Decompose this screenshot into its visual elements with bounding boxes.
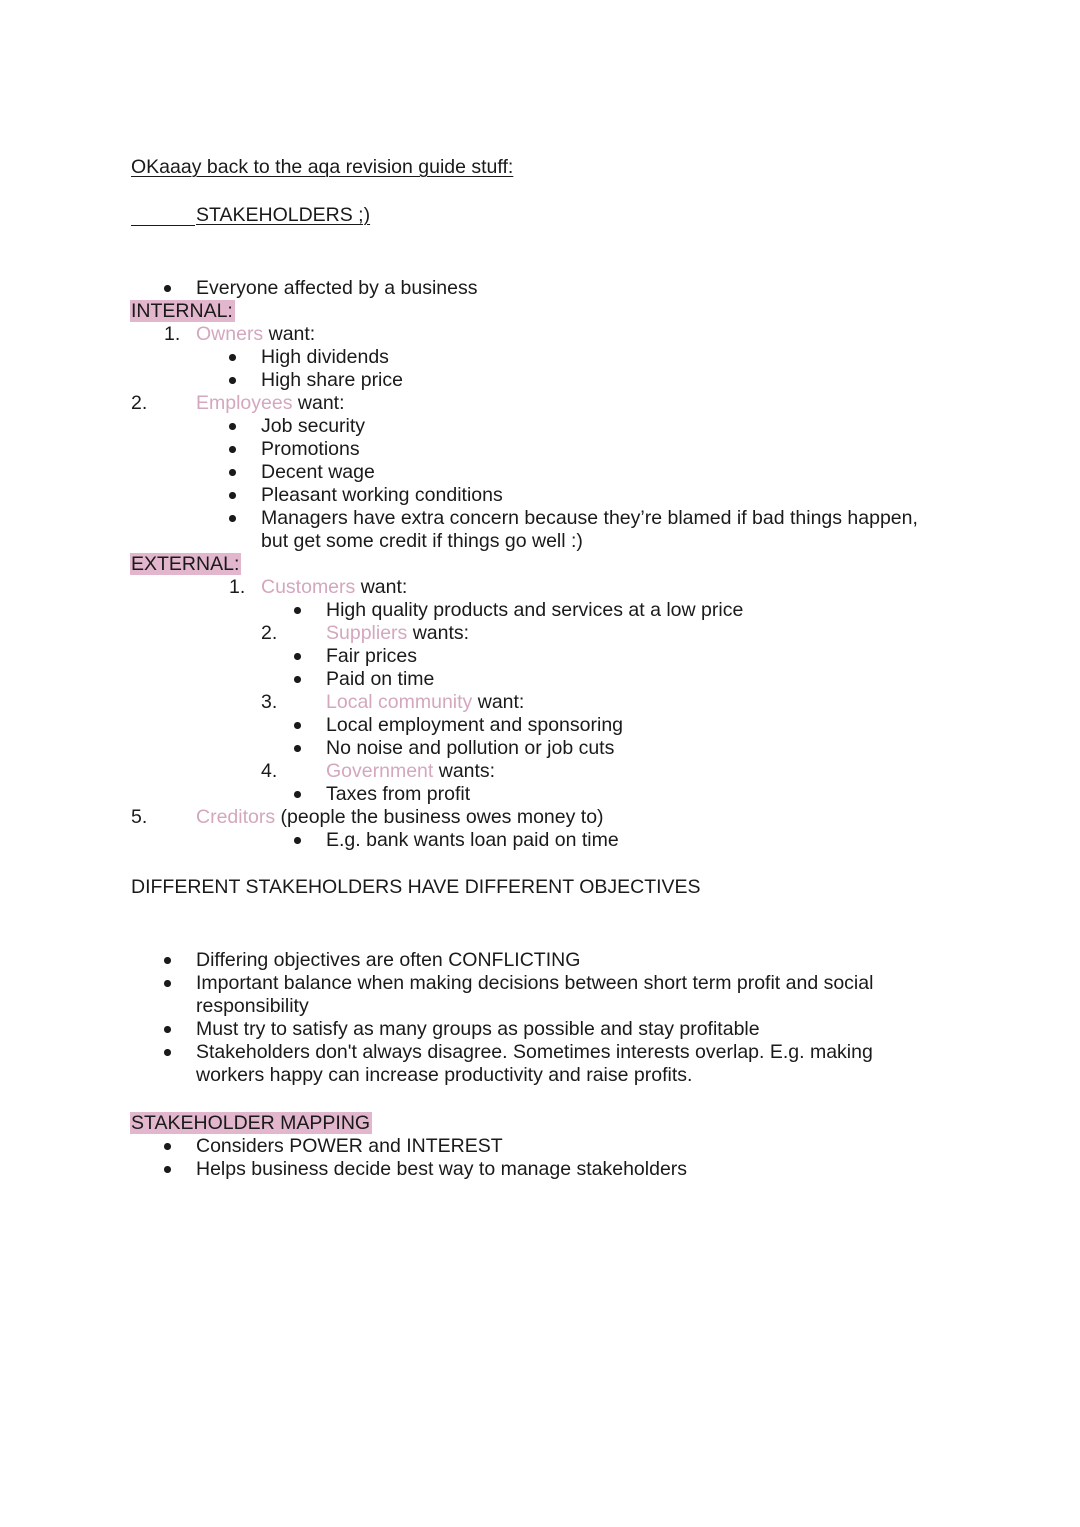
mapping-heading xyxy=(131,1112,372,1135)
suppliers-line xyxy=(326,622,469,645)
bullet xyxy=(229,446,236,453)
customers-verb: want: xyxy=(355,576,408,598)
community-item: No noise and pollution or job cuts xyxy=(326,737,615,759)
objective-point-continued: workers happy can increase productivity and raise profits. xyxy=(196,1064,693,1086)
list-number: 1. xyxy=(164,323,181,345)
objective-point: Stakeholders don't always disagree. Sometimes interests overlap. E.g. making xyxy=(196,1041,873,1063)
bullet xyxy=(164,285,171,292)
suppliers-item: Fair prices xyxy=(326,645,418,667)
suppliers-item: Paid on time xyxy=(326,668,435,690)
bullet xyxy=(294,653,301,660)
bullet xyxy=(164,1166,171,1173)
employees-line xyxy=(196,392,345,415)
community-verb: want: xyxy=(472,691,525,713)
customers-name: Customers xyxy=(261,576,356,598)
bullet xyxy=(294,607,301,614)
government-verb: wants: xyxy=(433,760,496,782)
objective-point: Must try to satisfy as many groups as possible and stay profitable xyxy=(196,1018,760,1040)
creditors-item: E.g. bank wants loan paid on time xyxy=(326,829,619,851)
bullet xyxy=(229,377,236,384)
government-name: Government xyxy=(326,760,434,782)
objective-point-continued: responsibility xyxy=(196,995,309,1017)
employees-item: Job security xyxy=(261,415,366,437)
bullet xyxy=(229,423,236,430)
objective-point: Differing objectives are often CONFLICTING xyxy=(196,949,581,971)
mapping-point: Considers POWER and INTEREST xyxy=(196,1135,503,1157)
external-heading xyxy=(131,553,241,576)
bullet xyxy=(229,354,236,361)
owners-verb: want: xyxy=(263,323,316,345)
list-number: 3. xyxy=(261,691,278,713)
owners-line xyxy=(196,323,315,346)
bullet xyxy=(164,957,171,964)
creditors-verb: (people the business owes money to) xyxy=(275,806,604,828)
objective-point: Important balance when making decisions between short term profit and social xyxy=(196,972,874,994)
employees-name: Employees xyxy=(196,392,293,414)
list-number: 1. xyxy=(229,576,246,598)
customers-item: High quality products and services at a low price xyxy=(326,599,744,621)
creditors-line xyxy=(196,806,604,829)
creditors-name: Creditors xyxy=(196,806,276,828)
suppliers-verb: wants: xyxy=(407,622,470,644)
bullet xyxy=(164,980,171,987)
government-line xyxy=(326,760,495,783)
suppliers-name: Suppliers xyxy=(326,622,408,644)
government-item: Taxes from profit xyxy=(326,783,471,805)
definition-text: Everyone affected by a business xyxy=(196,277,478,299)
mapping-point: Helps business decide best way to manage stakeholders xyxy=(196,1158,688,1180)
bullet xyxy=(229,469,236,476)
owners-name: Owners xyxy=(196,323,264,345)
bullet xyxy=(164,1143,171,1150)
customers-line xyxy=(261,576,407,599)
list-number: 5. xyxy=(131,806,148,828)
page-title: STAKEHOLDERS ;) xyxy=(196,204,371,226)
owners-item: High dividends xyxy=(261,346,389,368)
bullet xyxy=(164,1049,171,1056)
owners-item: High share price xyxy=(261,369,403,391)
list-number: 4. xyxy=(261,760,278,782)
bullet xyxy=(294,791,301,798)
internal-heading xyxy=(131,300,235,323)
bullet xyxy=(294,837,301,844)
employees-item: Promotions xyxy=(261,438,360,460)
title-rule xyxy=(131,225,195,226)
employees-item: Pleasant working conditions xyxy=(261,484,503,506)
intro-line: OKaaay back to the aqa revision guide stuff: xyxy=(131,156,514,178)
community-name: Local community xyxy=(326,691,473,713)
employees-item-continued: but get some credit if things go well :) xyxy=(261,530,583,552)
bullet xyxy=(294,722,301,729)
bullet xyxy=(229,492,236,499)
employees-verb: want: xyxy=(292,392,345,414)
community-item: Local employment and sponsoring xyxy=(326,714,624,736)
bullet xyxy=(164,1026,171,1033)
objectives-heading: DIFFERENT STAKEHOLDERS HAVE DIFFERENT OBJECTIVES xyxy=(131,876,701,898)
bullet xyxy=(229,515,236,522)
employees-item: Decent wage xyxy=(261,461,375,483)
bullet xyxy=(294,676,301,683)
internal-heading-label: INTERNAL: xyxy=(131,300,233,322)
mapping-heading-label: STAKEHOLDER MAPPING xyxy=(131,1112,371,1134)
community-line xyxy=(326,691,524,714)
list-number: 2. xyxy=(261,622,278,644)
list-number: 2. xyxy=(131,392,148,414)
external-heading-label: EXTERNAL: xyxy=(131,553,240,575)
bullet xyxy=(294,745,301,752)
employees-item: Managers have extra concern because they’re blamed if bad things happen, xyxy=(261,507,918,529)
